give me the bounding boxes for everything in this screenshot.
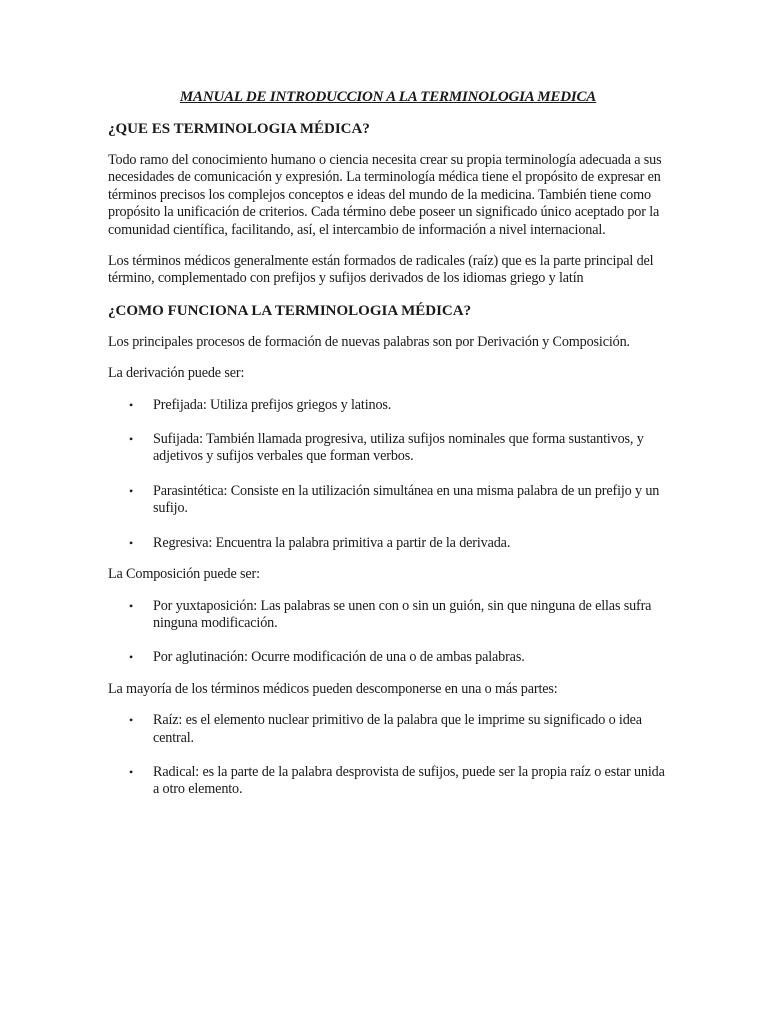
list-item-text: Regresiva: Encuentra la palabra primitiva a partir de la derivada.: [153, 534, 511, 551]
list-item: [108, 397, 668, 414]
list-item: [108, 431, 668, 466]
list-item: [108, 535, 668, 552]
composition-list: [108, 598, 668, 667]
paragraph-procesos: Los principales procesos de formación de nuevas palabras son por Derivación y Composición.: [108, 333, 630, 350]
paragraph-composicion-intro: La Composición puede ser:: [108, 566, 260, 583]
bullet-icon: •: [129, 650, 134, 665]
bullet-icon: •: [129, 764, 134, 779]
list-item: [108, 764, 668, 799]
list-item-text: Prefijada: Utiliza prefijos griegos y latinos.: [153, 396, 392, 413]
list-item: [108, 598, 668, 633]
list-item-text: Sufijada: También llamada progresiva, utiliza sufijos nominales que forma sustantivos, y adjetivos y sufijos verbales que forman verbos.: [153, 431, 644, 465]
document-title: MANUAL DE INTRODUCCION A LA TERMINOLOGIA MEDICA: [179, 89, 597, 105]
paragraph-radicales: Los términos médicos generalmente están formados de radicales (raíz) que es la parte principal del término, complementado con prefijos y sufijos derivados de los idiomas griego y latín: [108, 253, 654, 287]
list-item: [108, 483, 668, 518]
list-item-text: Por aglutinación: Ocurre modificación de una o de ambas palabras.: [153, 649, 525, 666]
paragraph-intro: Todo ramo del conocimiento humano o ciencia necesita crear su propia terminología adecuada a sus necesidades de comunicación y expresión. La terminología médica tiene el propósito de expresar en términos precisos los complejos conceptos e ideas del mundo de la medicina. También tiene como propósito la unificación de criterios. Cada término debe poseer un significado único aceptado por la comunidad científica, facilitando, así, el intercambio de información a nivel internacional.: [108, 152, 662, 238]
bullet-icon: •: [129, 598, 134, 613]
bullet-icon: •: [129, 483, 134, 498]
list-item-text: Parasintética: Consiste en la utilización simultánea en una misma palabra de un prefijo y un sufijo.: [153, 482, 660, 517]
bullet-icon: •: [129, 432, 134, 447]
section-heading-que-es: ¿QUE ES TERMINOLOGIA MÉDICA?: [108, 121, 370, 137]
parts-list: [108, 712, 668, 799]
bullet-icon: •: [129, 713, 134, 728]
bullet-icon: •: [129, 397, 134, 412]
document-page: [108, 88, 668, 813]
derivation-list: [108, 397, 668, 552]
paragraph-derivacion-intro: La derivación puede ser:: [108, 365, 245, 382]
paragraph-partes-intro: La mayoría de los términos médicos pueden descomponerse en una o más partes:: [108, 680, 558, 697]
list-item-text: Raíz: es el elemento nuclear primitivo de la palabra que le imprime su significado o idea central.: [153, 712, 642, 746]
section-heading-como-funciona: ¿COMO FUNCIONA LA TERMINOLOGIA MÉDICA?: [108, 302, 472, 319]
bullet-icon: •: [129, 535, 134, 550]
list-item-text: Por yuxtaposición: Las palabras se unen con o sin un guión, sin que ninguna de ellas sufra ninguna modificación.: [153, 597, 652, 631]
list-item: [108, 649, 668, 666]
list-item: [108, 712, 668, 747]
list-item-text: Radical: es la parte de la palabra desprovista de sufijos, puede ser la propia raíz o estar unida a otro elemento.: [153, 763, 665, 798]
